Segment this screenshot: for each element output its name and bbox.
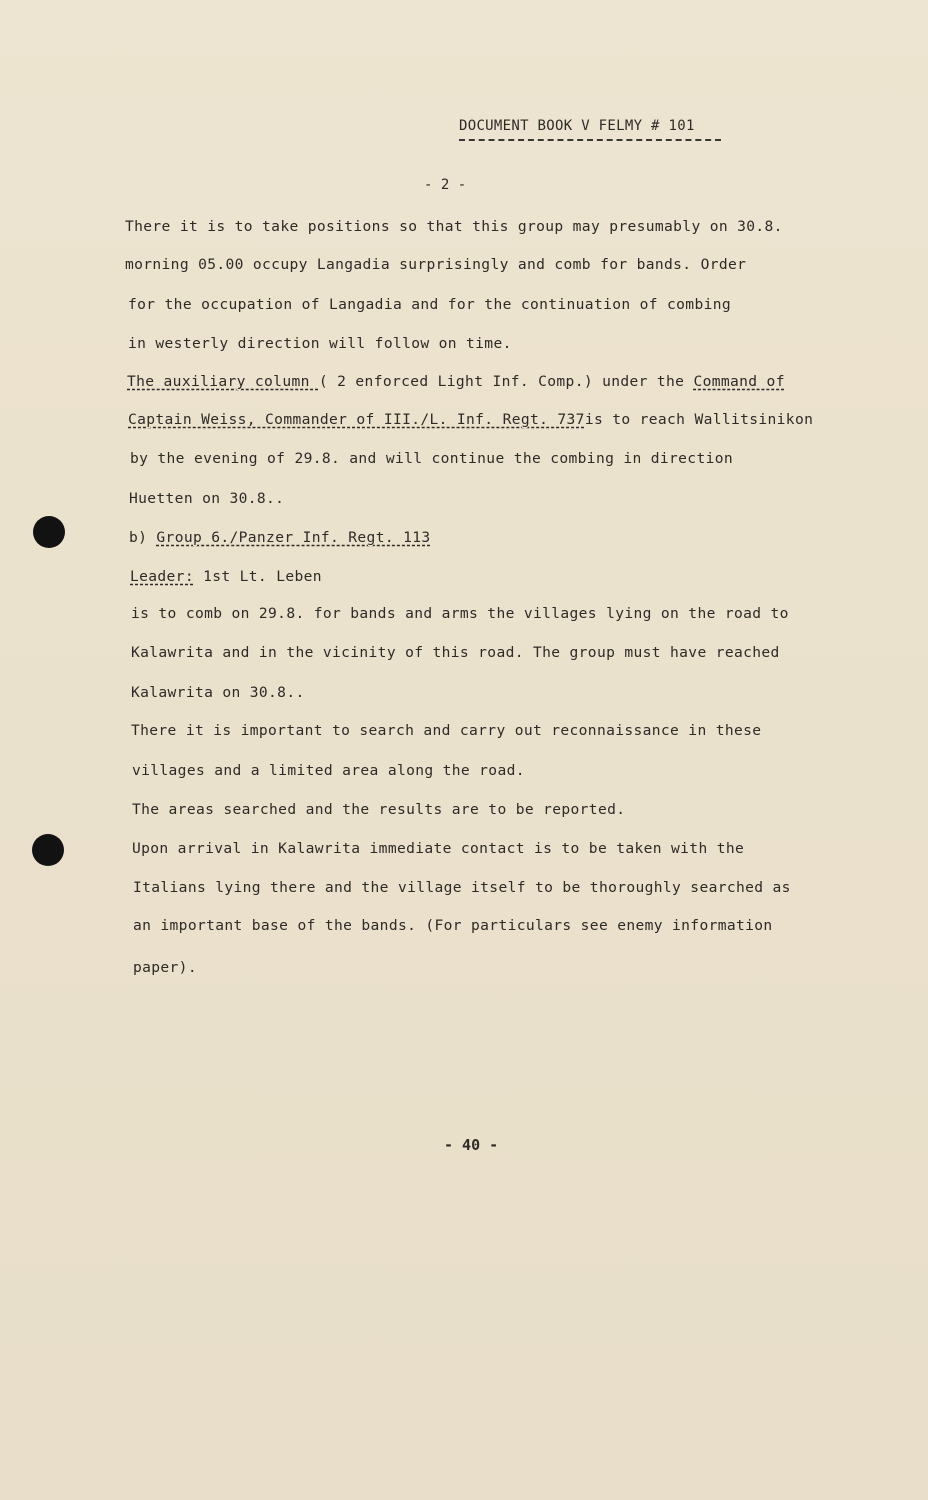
- section-b-heading: b) Group 6./Panzer Inf. Regt. 113: [129, 529, 431, 546]
- leader-line: Leader: 1st Lt. Leben: [130, 568, 322, 585]
- auxiliary-column-heading: The auxiliary column: [127, 373, 319, 390]
- leader-label: Leader:: [130, 568, 194, 585]
- command-of-text: Command of: [693, 373, 785, 390]
- text-line: morning 05.00 occupy Langadia surprisingly and comb for bands. Order: [125, 256, 747, 273]
- text-line: There it is to take positions so that this group may presumably on 30.8.: [125, 218, 783, 235]
- group-heading: Group 6./Panzer Inf. Regt. 113: [156, 529, 431, 546]
- text-line: is to comb on 29.8. for bands and arms the villages lying on the road to: [131, 605, 789, 622]
- text-line: Italians lying there and the village itself to be thoroughly searched as: [133, 879, 791, 896]
- text-line: The areas searched and the results are to be reported.: [132, 801, 626, 818]
- page-number: - 2 -: [424, 177, 467, 193]
- text-line: The auxiliary column ( 2 enforced Light Inf. Comp.) under the Command of: [127, 373, 785, 390]
- text-line: by the evening of 29.8. and will continue the combing in direction: [130, 450, 733, 467]
- text-line: Huetten on 30.8..: [129, 490, 285, 507]
- text-line: villages and a limited area along the road.: [132, 762, 525, 779]
- punch-hole: [32, 834, 64, 866]
- text-line: in westerly direction will follow on time.: [128, 335, 512, 352]
- text-line: There it is important to search and carry out reconnaissance in these: [131, 722, 762, 739]
- footer-page-number: - 40 -: [444, 1136, 499, 1154]
- punch-hole: [33, 516, 65, 548]
- text-line: Kalawrita on 30.8..: [131, 684, 305, 701]
- text-line: an important base of the bands. (For particulars see enemy information: [133, 917, 773, 934]
- text-line: for the occupation of Langadia and for the continuation of combing: [128, 296, 731, 313]
- text-line: paper).: [133, 959, 197, 976]
- document-header: DOCUMENT BOOK V FELMY # 101: [459, 118, 695, 134]
- text-line: Kalawrita and in the vicinity of this road. The group must have reached: [131, 644, 780, 661]
- text-line: Captain Weiss, Commander of III./L. Inf. Regt. 737is to reach Wallitsinikon: [128, 411, 814, 428]
- captain-weiss-text: Captain Weiss, Commander of III./L. Inf. Regt. 737: [128, 411, 585, 428]
- text-line: Upon arrival in Kalawrita immediate contact is to be taken with the: [132, 840, 745, 857]
- header-underline: [459, 139, 721, 141]
